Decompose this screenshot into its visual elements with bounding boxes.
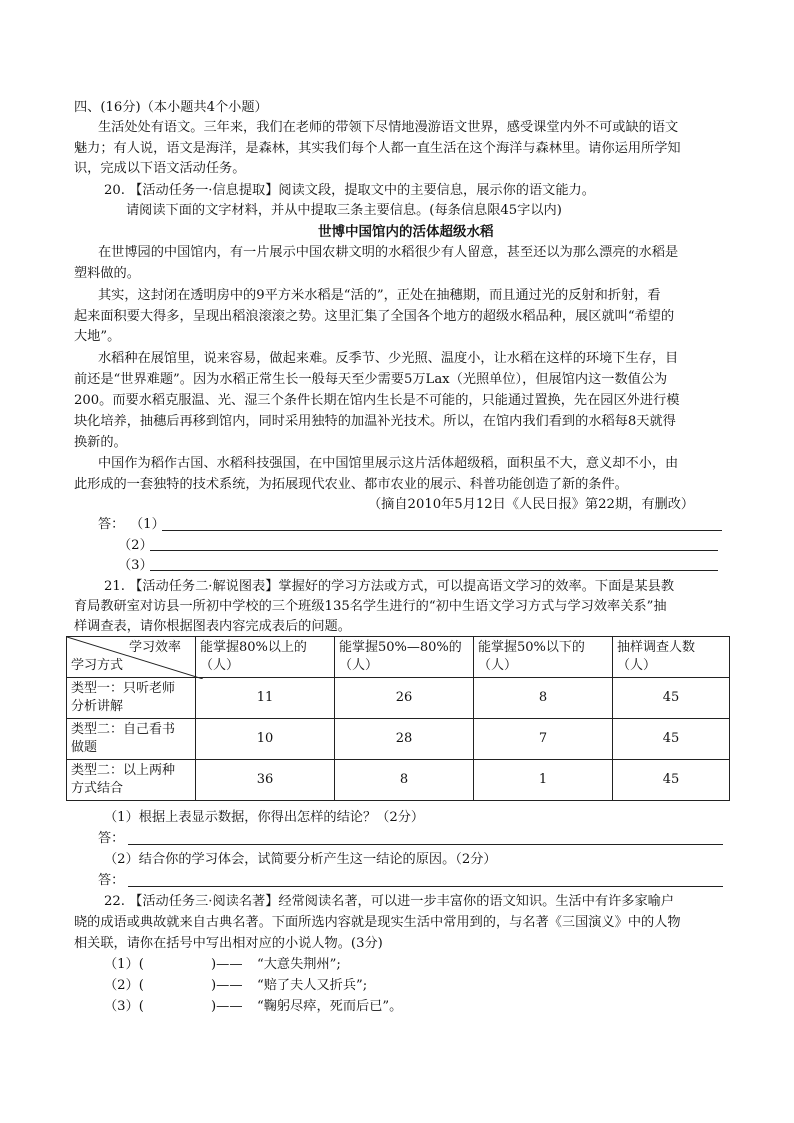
answer-item-number: （3）	[118, 558, 153, 573]
q22-prompt: 相关联，请你在括号中写出相对应的小说人物。(3分)	[74, 936, 383, 951]
article-paragraph: 中国作为稻作古国、水稻科技强国，在中国馆里展示这片活体超级稻，面积虽不大，意义却不小，由	[98, 456, 679, 471]
column-header: 能掌握50%—80%的 （人）	[335, 637, 474, 678]
answer-label: 答：	[98, 517, 125, 532]
table-cell: 45	[613, 760, 730, 801]
column-header: 抽样调查人数（人）	[613, 637, 730, 678]
table-cell: 7	[474, 719, 613, 760]
q22-item-dash: )——	[211, 999, 243, 1014]
q22-prompt: 22. 【活动任务三·阅读名著】经常阅读名著，可以进一步丰富你的语文知识。生活中有许多家喻户	[104, 894, 675, 909]
answer-line-q21-2[interactable]	[128, 886, 723, 887]
table-cell: 8	[474, 678, 613, 719]
answer-label: 答：	[98, 873, 125, 888]
intro-line: 生活处处有语文。三年来，我们在老师的带领下尽情地漫游语文世界，感受课堂内外不可或缺的语文	[98, 120, 679, 135]
q22-prompt: 晓的成语或典故就来自古典名著。下面所选内容就是现实生活中常用到的，与名著《三国演义》中的人物	[74, 915, 681, 930]
q22-item-number: （2）(	[104, 978, 144, 993]
table-row	[67, 678, 730, 719]
table-cell: 45	[613, 719, 730, 760]
table-cell: 1	[474, 760, 613, 801]
q22-item-text: “赔了夫人又折兵”;	[257, 978, 368, 993]
article-paragraph: 在世博园的中国馆内，有一片展示中国农耕文明的水稻很少有人留意，甚至还以为那么漂亮的水稻是	[98, 245, 679, 260]
row-label: 类型一：只听老师 分析讲解	[67, 678, 196, 719]
article-paragraph: 前还是“世界难题”。因为水稻正常生长一般每天至少需要5万Lax（光照单位），但展馆内这一数值公为	[74, 372, 668, 387]
intro-line: 魅力；有人说，语文是海洋，是森林，其实我们每个人都一直生活在这个海洋与森林里。请你运用所学知	[74, 141, 681, 156]
article-paragraph: 塑料做的。	[74, 266, 140, 281]
q22-item-dash: )——	[211, 957, 243, 972]
article-paragraph: 200。而要水稻克服温、光、湿三个条件长期在馆内生长是不可能的，只能通过置换，先在园区外进行模	[74, 393, 680, 408]
table-cell: 26	[335, 678, 474, 719]
q22-item-text: “大意失荆州”;	[257, 957, 341, 972]
corner-bottom-label: 学习方式	[71, 658, 124, 673]
answer-item-number: （2）	[118, 538, 153, 553]
table-corner-cell	[67, 637, 196, 678]
q22-item-dash: )——	[211, 978, 243, 993]
table-row	[67, 760, 730, 801]
table-row	[67, 719, 730, 760]
answer-line-1[interactable]	[162, 530, 722, 531]
q21-prompt: 育局教研室对访县一所初中学校的三个班级135名学生进行的“初中生语文学习方式与学习效率关系”抽	[74, 599, 667, 614]
q20-instruction: 请阅读下面的文字材料，并从中提取三条主要信息。(每条信息限45字以内)	[126, 203, 562, 218]
column-header: 能掌握50%以下的 （人）	[474, 637, 613, 678]
table-cell: 28	[335, 719, 474, 760]
q20-prompt: 20. 【活动任务一·信息提取】阅读文段，提取文中的主要信息，展示你的语文能力。	[104, 183, 595, 198]
answer-label: 答：	[98, 831, 125, 846]
q22-item-text: “鞠躬尽瘁，死而后已”。	[257, 999, 403, 1014]
q21-prompt: 样调查表，请你根据图表内容完成表后的问题。	[74, 619, 351, 634]
table-cell: 8	[335, 760, 474, 801]
table-cell: 36	[196, 760, 335, 801]
q22-item-number: （3）(	[104, 999, 144, 1014]
table-cell: 11	[196, 678, 335, 719]
article-paragraph: 其实，这封闭在透明房中的9平方米水稻是“活的”，正处在抽穗期，而且通过光的反射和折射，看	[98, 288, 661, 303]
intro-line: 识，完成以下语文活动任务。	[74, 161, 246, 176]
answer-line-2[interactable]	[150, 550, 718, 551]
article-paragraph: 块化培养，抽穗后再移到馆内，同时采用独特的加温补光技术。所以，在馆内我们看到的水稻每8天就得	[74, 414, 676, 429]
q22-item-number: （1）(	[104, 957, 144, 972]
article-paragraph: 此形成的一套独特的技术系统，为拓展现代农业、都市农业的展示、科普功能创造了新的条件。	[74, 477, 628, 492]
article-paragraph: 大地”。	[74, 329, 121, 344]
table-header-row	[67, 637, 730, 678]
section-header: 四、(16分)（本小题共4个小题）	[74, 100, 268, 115]
survey-table	[66, 636, 730, 801]
row-label: 类型二：自己看书 做题	[67, 719, 196, 760]
answer-item-number: （1）	[130, 517, 165, 532]
article-paragraph: 水稻种在展馆里，说来容易，做起来难。反季节、少光照、温度小，让水稻在这样的环境下生存，目	[98, 351, 679, 366]
article-paragraph: 起来面积要大得多，呈现出稻浪滚滚之势。这里汇集了全国各个地方的超级水稻品种，展区就叫“希望的	[74, 309, 675, 324]
answer-line-3[interactable]	[150, 570, 718, 571]
q21-subquestion-2: （2）结合你的学习体会，试简要分析产生这一结论的原因。（2分）	[104, 852, 497, 867]
article-title: 世博中国馆内的活体超级水稻	[318, 224, 494, 240]
table-cell: 10	[196, 719, 335, 760]
article-paragraph: 换新的。	[74, 435, 127, 450]
column-header: 能掌握80%以上的 （人）	[196, 637, 335, 678]
corner-top-label: 学习效率	[128, 640, 181, 655]
q21-prompt: 21. 【活动任务二·解说图表】掌握好的学习方法或方式，可以提高语文学习的效率。下面是某县教	[104, 579, 675, 594]
row-label: 类型二：以上两种 方式结合	[67, 760, 196, 801]
answer-line-q21-1[interactable]	[128, 844, 723, 845]
article-source: （摘自2010年5月12日《人民日报》第22期，有删改）	[368, 497, 695, 512]
q21-subquestion-1: （1）根据上表显示数据，你得出怎样的结论？（2分）	[104, 810, 425, 825]
table-cell: 45	[613, 678, 730, 719]
